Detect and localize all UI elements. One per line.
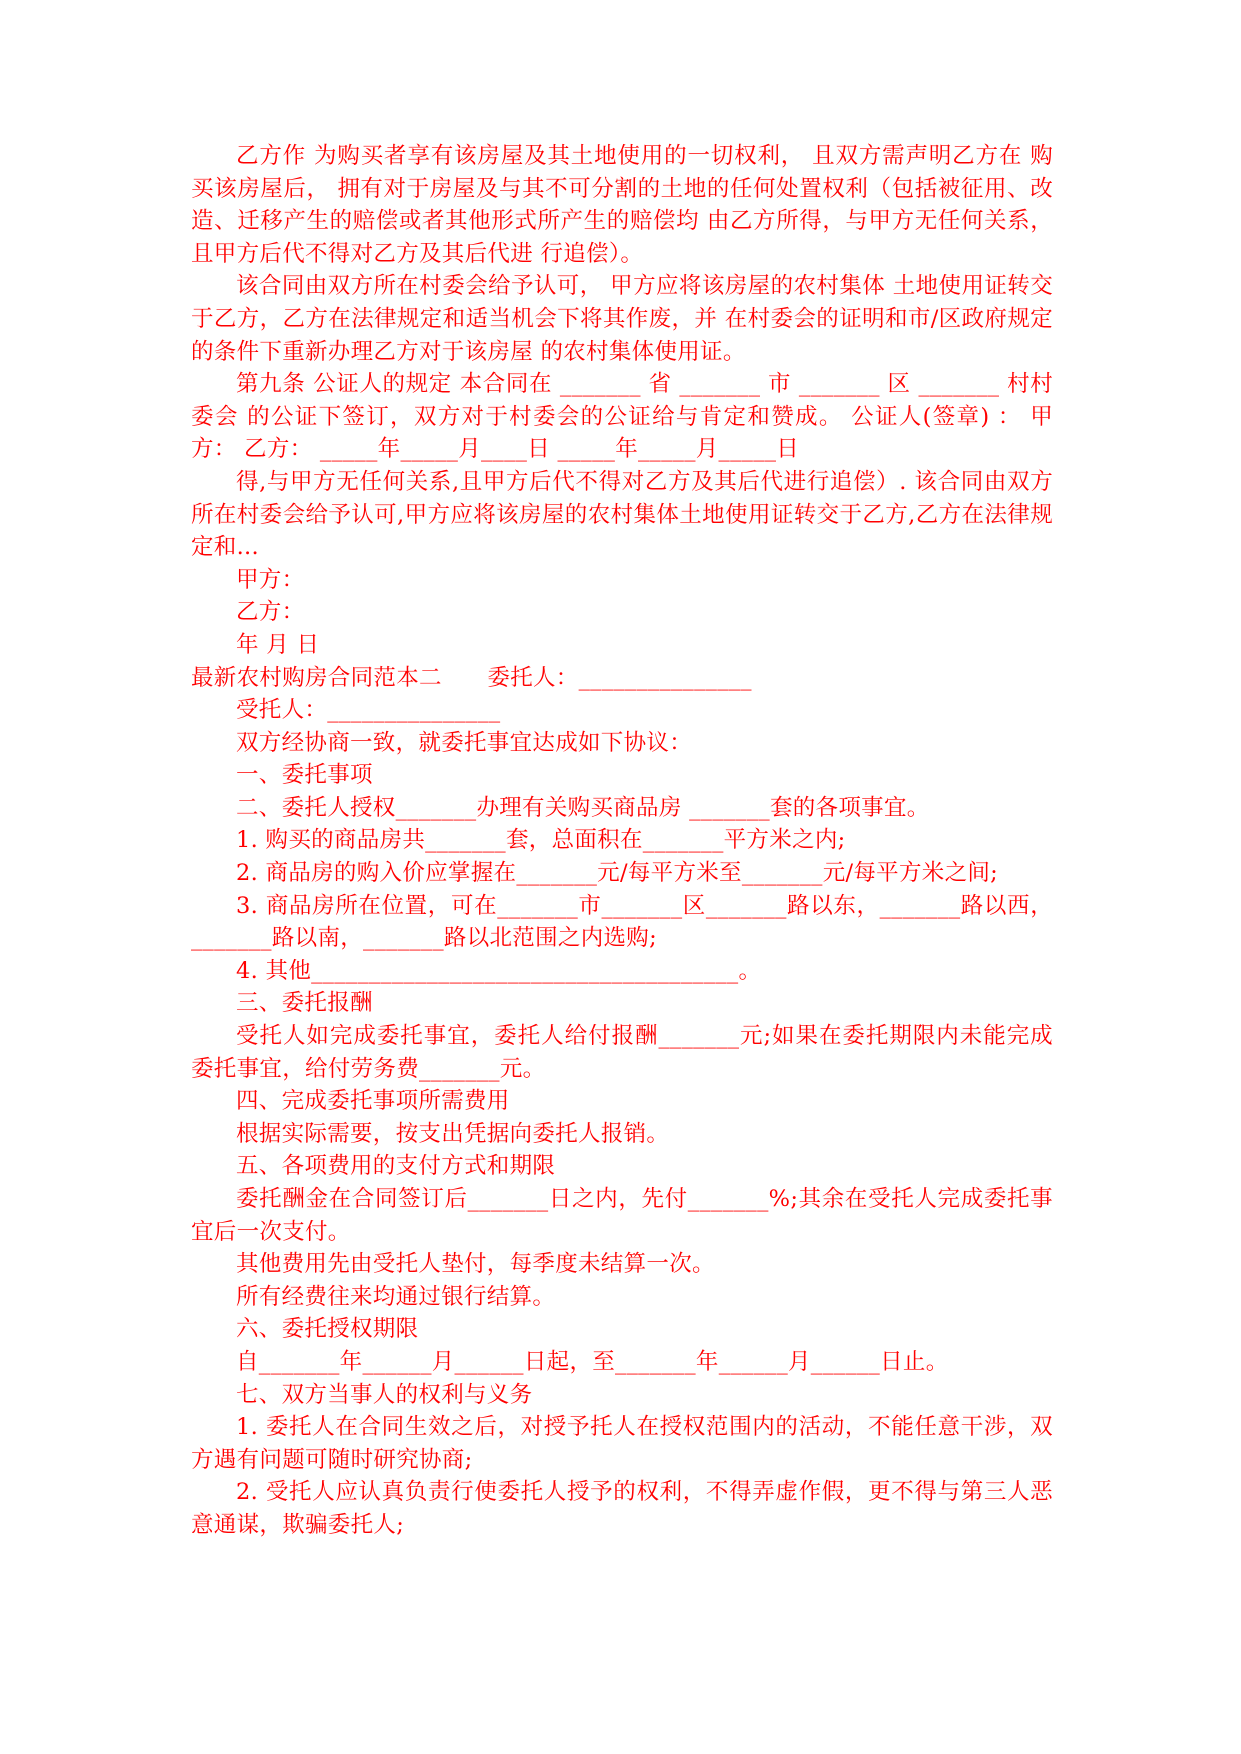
document-body <box>191 140 1053 1542</box>
clause-remuneration: 受托人如完成委托事宜，委托人给付报酬_______元;如果在委托期限内未能完成委托事宜，给付劳务费_______元。 <box>191 1023 1053 1082</box>
heading-expenses: 四、完成委托事项所需费用 <box>236 1088 510 1115</box>
clause-bank-settlement: 所有经费往来均通过银行结算。 <box>236 1283 556 1310</box>
party-a-signature-line: 甲方： <box>236 566 305 593</box>
heading-rights-obligations: 七、双方当事人的权利与义务 <box>236 1381 533 1408</box>
paragraph-article-nine: 第九条 公证人的规定 本合同在 _______ 省 _______ 市 _______ 区 _______ 村村委会 的公证下签订，双方对于村委会的公证给与肯定和赞成。 公证人(签章) ： 甲方： 乙方： _____年_____月____日 _____年_____月_____日 <box>191 371 1053 463</box>
agreement-intro: 双方经协商一致，就委托事宜达成如下协议： <box>236 729 693 756</box>
heading-entrusted-matters: 一、委托事项 <box>236 762 373 789</box>
trustee-line: 受托人：_______________ <box>236 697 501 724</box>
paragraph-excerpt: 得,与甲方无任何关系,且甲方后代不得对乙方及其后代进行追偿）. 该合同由双方所在村委会给予认可,甲方应将该房屋的农村集体土地使用证转交于乙方,乙方在法律规定和... <box>191 468 1053 561</box>
heading-payment: 五、各项费用的支付方式和期限 <box>236 1153 556 1180</box>
clause-expenses: 根据实际需要，按支出凭据向委托人报销。 <box>236 1120 670 1147</box>
date-line: 年 月 日 <box>236 631 320 658</box>
heading-remuneration: 三、委托报酬 <box>236 990 373 1017</box>
clause-item-4: 4. 其他_____________________________________。 <box>236 957 762 984</box>
paragraph-village-approval: 该合同由双方所在村委会给予认可， 甲方应将该房屋的农村集体 土地使用证转交于乙方，乙方在法律规定和适当机会下将其作废，并 在村委会的证明和市/区政府规定的条件下重新办理乙方对于该房屋 的农村集体使用证。 <box>191 273 1053 365</box>
clause-term: 自_______年______月______日起，至_______年______月______日止。 <box>236 1348 949 1375</box>
clause-obligation-1: 1. 委托人在合同生效之后，对授予托人在授权范围内的活动，不能任意干涉，双方遇有问题可随时研究协商; <box>191 1414 1053 1473</box>
clause-item-2: 2. 商品房的购入价应掌握在_______元/每平方米至_______元/每平方米之间; <box>236 860 999 887</box>
clause-item-1: 1. 购买的商品房共_______套，总面积在_______平方米之内; <box>236 827 846 854</box>
section-title-template-two: 最新农村购房合同范本二 委托人：_______________ <box>191 664 752 691</box>
clause-advance-expenses: 其他费用先由受托人垫付，每季度未结算一次。 <box>236 1251 715 1278</box>
clause-payment: 委托酬金在合同签订后_______日之内，先付_______%;其余在受托人完成委托事宜后一次支付。 <box>191 1186 1053 1245</box>
clause-obligation-2: 2. 受托人应认真负责行使委托人授予的权利，不得弄虚作假，更不得与第三人恶意通谋，欺骗委托人; <box>191 1479 1053 1538</box>
heading-term: 六、委托授权期限 <box>236 1316 419 1343</box>
party-b-signature-line: 乙方： <box>236 599 305 626</box>
clause-authorization: 二、委托人授权_______办理有关购买商品房 _______套的各项事宜。 <box>236 794 930 821</box>
clause-item-3: 3. 商品房所在位置，可在_______市_______区_______路以东，_______路以西，_______路以南，_______路以北范围之内选购; <box>191 892 1053 952</box>
paragraph-rights: 乙方作 为购买者享有该房屋及其土地使用的一切权利， 且双方需声明乙方在 购买该房屋后， 拥有对于房屋及与其不可分割的土地的任何处置权利（包括被征用、改造、迁移产生的赔偿或者其他形式所产生的赔偿均 由乙方所得，与甲方无任何关系，且甲方后代不得对乙方及其后代进 行追偿）。 <box>191 143 1053 267</box>
